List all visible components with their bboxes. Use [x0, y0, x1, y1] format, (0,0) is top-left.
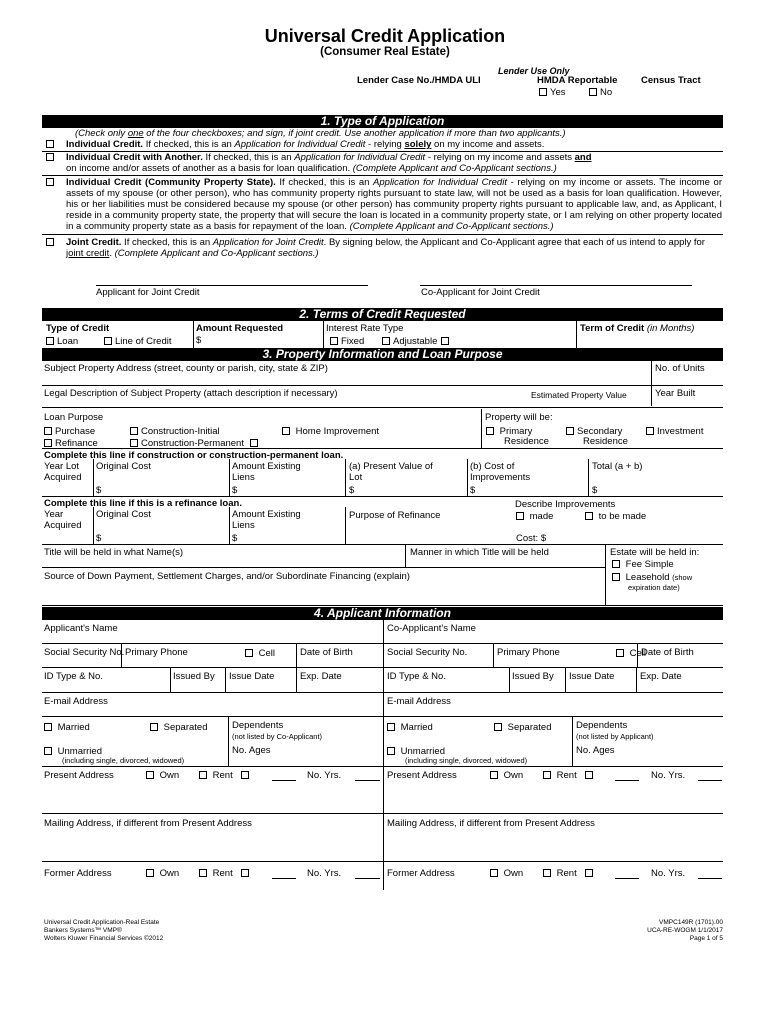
construction-original-cost-label: Original Cost: [96, 461, 151, 472]
refinance-liens-label: Liens: [232, 520, 255, 531]
applicant-issue-date-label: Issue Date: [229, 671, 275, 682]
page-subtitle: (Consumer Real Estate): [320, 46, 450, 58]
applicant-former-own-checkbox[interactable]: [146, 869, 154, 877]
applicant-present-rent-option[interactable]: Rent: [199, 770, 252, 781]
coapplicant-former-rent-option[interactable]: Rent: [543, 868, 596, 879]
credit-with-another-text: Individual Credit with Another. If checked, this is an Application for Individual Credit - relying on my income and assets and on income and/or assets of another as a basis for loan qualification. (Complete Applicant and Co-Applicant sections.): [66, 152, 592, 174]
applicant-email-label: E-mail Address: [44, 696, 108, 707]
construction-line-label: Complete this line if construction or construction-permanent loan.: [44, 450, 344, 461]
construction-amount-existing-label: Amount Existing: [232, 461, 301, 472]
section4-header: 4. Applicant Information: [42, 607, 723, 620]
applicant-separated-option[interactable]: Separated: [150, 722, 207, 733]
refinance-acquired-label: Acquired: [44, 520, 82, 531]
hmda-no-checkbox[interactable]: [589, 88, 597, 96]
footer-right: VMPC149R (1701).00 UCA-RE-WOGM 1/1/2017 Page 1 of 5: [647, 919, 723, 942]
coapplicant-dependents-note: (not listed by Applicant): [576, 732, 654, 741]
coapplicant-former-rent-checkbox[interactable]: [543, 869, 551, 877]
construction-liens-label: Liens: [232, 472, 255, 483]
line-of-credit-option[interactable]: Line of Credit: [104, 336, 172, 347]
refinance-original-cost-label: Original Cost: [96, 509, 151, 520]
source-down-payment-label: Source of Down Payment, Settlement Charges, and/or Subordinate Financing (explain): [44, 571, 410, 582]
individual-credit-text: Individual Credit. If checked, this is an Application for Individual Credit - relying solely on my income and assets.: [66, 139, 545, 150]
lender-use-only-label: Lender Use Only: [498, 66, 570, 76]
loan-purpose-label: Loan Purpose: [44, 412, 104, 423]
applicant-no-ages-label: No. Ages: [232, 745, 271, 756]
coapplicant-unmarried-checkbox[interactable]: [387, 747, 395, 755]
page-number: Page 1 of 5: [689, 935, 723, 942]
applicant-signature-label: Applicant for Joint Credit: [96, 287, 200, 298]
term-of-credit-label: Term of Credit (in Months): [580, 323, 695, 334]
applicant-exp-date-label: Exp. Date: [300, 671, 342, 682]
applicant-dob-label: Date of Birth: [300, 647, 353, 658]
coapplicant-issued-by-label: Issued By: [512, 671, 554, 682]
construction-initial-option[interactable]: Construction-Initial: [130, 426, 220, 437]
coapplicant-present-own-checkbox[interactable]: [490, 771, 498, 779]
refinance-line-label: Complete this line if this is a refinance loan.: [44, 498, 242, 509]
fee-simple-checkbox[interactable]: [612, 560, 620, 568]
secondary-residence-label: Residence: [583, 436, 628, 447]
cost-of-label: (b) Cost of: [470, 461, 515, 472]
applicant-former-yrs-label: No. Yrs.: [307, 868, 342, 879]
applicant-unmarried-note: (including single, divorced, widowed): [62, 756, 185, 765]
construction-permanent-option[interactable]: Construction-Permanent: [130, 438, 261, 449]
coapplicant-present-other-checkbox[interactable]: [585, 771, 593, 779]
coapplicant-id-label: ID Type & No.: [387, 671, 446, 682]
primary-residence-checkbox[interactable]: [486, 427, 494, 435]
coapplicant-present-rent-option[interactable]: Rent: [543, 770, 596, 781]
refinance-year-label: Year: [44, 509, 64, 520]
coapplicant-present-own-option[interactable]: Own: [490, 770, 523, 781]
improvements-cost-label: Cost: $: [516, 533, 547, 544]
loan-checkbox[interactable]: [46, 337, 54, 345]
purpose-of-refinance-label: Purpose of Refinance: [349, 510, 441, 521]
coapplicant-separated-option[interactable]: Separated: [494, 722, 551, 733]
applicant-former-other-checkbox[interactable]: [241, 869, 249, 877]
construction-initial-checkbox[interactable]: [130, 427, 138, 435]
applicant-married-option[interactable]: Married: [44, 722, 90, 733]
coapplicant-no-ages-label: No. Ages: [576, 745, 615, 756]
investment-checkbox[interactable]: [646, 427, 654, 435]
applicant-dependents-label: Dependents: [232, 720, 284, 731]
individual-credit-option[interactable]: [46, 139, 57, 150]
primary-residence-option[interactable]: Primary: [486, 426, 532, 437]
investment-option[interactable]: Investment: [646, 426, 703, 437]
coapplicant-present-rent-checkbox[interactable]: [543, 771, 551, 779]
secondary-residence-option[interactable]: Secondary: [566, 426, 622, 437]
applicant-present-own-checkbox[interactable]: [146, 771, 154, 779]
credit-with-another-option[interactable]: [46, 152, 57, 163]
applicant-present-rent-checkbox[interactable]: [199, 771, 207, 779]
joint-credit-checkbox[interactable]: [46, 238, 54, 246]
present-value-field[interactable]: $: [349, 485, 355, 496]
applicant-unmarried-checkbox[interactable]: [44, 747, 52, 755]
leasehold-option[interactable]: Leasehold (show: [612, 572, 692, 583]
applicant-id-label: ID Type & No.: [44, 671, 103, 682]
census-label: Census Tract: [641, 75, 701, 86]
coapplicant-dependents-label: Dependents: [576, 720, 628, 731]
coapplicant-issue-date-label: Issue Date: [569, 671, 615, 682]
construction-original-cost-field[interactable]: $: [96, 485, 102, 496]
no-of-units-label: No. of Units: [655, 363, 705, 374]
page-title: Universal Credit Application: [264, 26, 506, 46]
section3-header: 3. Property Information and Loan Purpose: [42, 348, 723, 361]
improvements-made-option[interactable]: made: [516, 511, 553, 522]
applicant-cell-option[interactable]: Cell: [245, 648, 275, 659]
adjustable-option[interactable]: Adjustable: [382, 336, 452, 347]
applicant-ssn-label: Social Security No.: [44, 647, 125, 658]
improvements-to-be-made-checkbox[interactable]: [585, 512, 593, 520]
hmda-yes[interactable]: Yes: [539, 87, 566, 98]
credit-with-another-checkbox[interactable]: [46, 153, 54, 161]
footer-left: Universal Credit Application-Real Estate Bankers Systems™ VMP® Wolters Kluwer Financial Services ©2012: [44, 919, 164, 942]
primary-residence-label: Residence: [504, 436, 549, 447]
coapplicant-cell-checkbox[interactable]: [616, 649, 624, 657]
expiration-date-label: expiration date): [628, 583, 680, 592]
coapplicant-married-option[interactable]: Married: [387, 722, 433, 733]
line-of-credit-checkbox[interactable]: [104, 337, 112, 345]
fixed-option[interactable]: Fixed: [330, 336, 364, 347]
manner-title-label: Manner in which Title will be held: [410, 547, 549, 558]
applicant-issued-by-label: Issued By: [173, 671, 215, 682]
present-value-lot-label: Lot: [349, 472, 363, 483]
cost-of-improvements-field[interactable]: $: [470, 485, 476, 496]
applicant-former-address-label: Former Address: [44, 868, 112, 879]
subject-address-label: Subject Property Address (street, county or parish, city, state & ZIP): [44, 363, 328, 374]
interest-rate-type-label: Interest Rate Type: [326, 323, 404, 334]
legal-description-label: Legal Description of Subject Property (attach description if necessary): [44, 388, 338, 399]
total-label: Total (a + b): [592, 461, 643, 472]
applicant-present-yrs-label: No. Yrs.: [307, 770, 342, 781]
coapplicant-signature-line[interactable]: [420, 285, 692, 286]
community-property-option[interactable]: [46, 177, 57, 188]
applicant-present-own-option[interactable]: Own: [146, 770, 179, 781]
coapplicant-present-yrs-label: No. Yrs.: [651, 770, 686, 781]
property-will-be-label: Property will be:: [485, 412, 553, 423]
applicant-unmarried-option[interactable]: Unmarried: [44, 746, 102, 757]
coapplicant-former-other-checkbox[interactable]: [585, 869, 593, 877]
applicant-name-label: Applicant's Name: [44, 623, 118, 634]
coapplicant-unmarried-option[interactable]: Unmarried: [387, 746, 445, 757]
refinance-checkbox[interactable]: [44, 439, 52, 447]
refinance-original-cost-field[interactable]: $: [96, 533, 102, 544]
year-built-label: Year Built: [655, 388, 696, 399]
hmda-label: HMDA Reportable: [537, 75, 618, 86]
refinance-liens-field[interactable]: $: [232, 533, 238, 544]
hmda-no[interactable]: No: [589, 87, 612, 98]
section1-instructions: (Check only one of the four checkboxes; and sign, if joint credit. Use another application if more than two applicants.): [75, 128, 566, 139]
improvements-to-be-made-option[interactable]: to be made: [585, 511, 646, 522]
amount-requested-field[interactable]: $: [196, 335, 202, 346]
leasehold-checkbox[interactable]: [612, 573, 620, 581]
purchase-option[interactable]: Purchase: [44, 426, 95, 437]
joint-credit-option[interactable]: [46, 237, 57, 248]
fixed-checkbox[interactable]: [330, 337, 338, 345]
cost-of-improvements-label: Improvements: [470, 472, 531, 483]
title-held-label: Title will be held in what Name(s): [44, 547, 184, 558]
amount-requested-label: Amount Requested: [196, 323, 284, 334]
coapplicant-unmarried-note: (including single, divorced, widowed): [405, 756, 528, 765]
coapplicant-signature-label: Co-Applicant for Joint Credit: [421, 287, 540, 298]
construction-permanent-checkbox[interactable]: [130, 439, 138, 447]
estate-held-label: Estate will be held in:: [610, 547, 700, 558]
describe-improvements-label: Describe Improvements: [515, 499, 616, 510]
applicant-cell-checkbox[interactable]: [245, 649, 253, 657]
section1-header: 1. Type of Application: [42, 115, 723, 128]
fee-simple-option[interactable]: Fee Simple: [612, 559, 674, 570]
loan-option[interactable]: Loan: [46, 336, 78, 347]
coapplicant-dob-label: Date of Birth: [641, 647, 694, 658]
adjustable-extra-checkbox[interactable]: [441, 337, 449, 345]
coapplicant-cell-option[interactable]: Cell: [616, 648, 646, 659]
applicant-signature-line[interactable]: [96, 285, 368, 286]
coapplicant-ssn-label: Social Security No.: [387, 647, 468, 658]
applicant-dependents-note: (not listed by Co-Applicant): [232, 732, 323, 741]
home-improvement-checkbox[interactable]: [282, 427, 290, 435]
total-field[interactable]: $: [592, 485, 598, 496]
applicant-former-rent-option[interactable]: Rent: [199, 868, 252, 879]
applicant-former-rent-checkbox[interactable]: [199, 869, 207, 877]
year-lot-acquired-label: Acquired: [44, 472, 82, 483]
year-lot-label: Year Lot: [44, 461, 80, 472]
adjustable-checkbox[interactable]: [382, 337, 390, 345]
coapplicant-former-address-label: Former Address: [387, 868, 455, 879]
other-purpose-checkbox[interactable]: [250, 439, 258, 447]
coapplicant-former-own-checkbox[interactable]: [490, 869, 498, 877]
present-value-label: (a) Present Value of: [349, 461, 433, 472]
refinance-option[interactable]: Refinance: [44, 438, 98, 449]
case-no-label: Lender Case No./HMDA ULI: [357, 75, 481, 86]
hmda-yes-checkbox[interactable]: [539, 88, 547, 96]
improvements-made-checkbox[interactable]: [516, 512, 524, 520]
coapplicant-exp-date-label: Exp. Date: [640, 671, 682, 682]
individual-credit-checkbox[interactable]: [46, 140, 54, 148]
applicant-present-other-checkbox[interactable]: [241, 771, 249, 779]
coapplicant-phone-label: Primary Phone: [497, 647, 560, 658]
coapplicant-former-own-option[interactable]: Own: [490, 868, 523, 879]
type-of-credit-label: Type of Credit: [46, 323, 110, 334]
coapplicant-mailing-address-label: Mailing Address, if different from Present Address: [387, 818, 595, 829]
coapplicant-email-label: E-mail Address: [387, 696, 451, 707]
applicant-mailing-address-label: Mailing Address, if different from Present Address: [44, 818, 252, 829]
coapplicant-married-checkbox[interactable]: [387, 723, 395, 731]
applicant-phone-label: Primary Phone: [125, 647, 188, 658]
applicant-married-checkbox[interactable]: [44, 723, 52, 731]
secondary-residence-checkbox[interactable]: [566, 427, 574, 435]
estimated-value-label: Estimated Property Value: [531, 390, 627, 400]
refinance-amount-existing-label: Amount Existing: [232, 509, 301, 520]
coapplicant-name-label: Co-Applicant's Name: [387, 623, 476, 634]
section2-header: 2. Terms of Credit Requested: [42, 308, 723, 321]
home-improvement-option[interactable]: Home Improvement: [282, 426, 379, 437]
coapplicant-separated-checkbox[interactable]: [494, 723, 502, 731]
coapplicant-former-yrs-label: No. Yrs.: [651, 868, 686, 879]
construction-liens-field[interactable]: $: [232, 485, 238, 496]
purchase-checkbox[interactable]: [44, 427, 52, 435]
joint-credit-text: Joint Credit. If checked, this is an Application for Joint Credit. By signing below, the Applicant and Co-Applicant agree that each of us intend to apply for joint credit. (Complete Applicant and Co-Applicant sections.): [66, 237, 705, 259]
community-property-text: Individual Credit (Community Property State). If checked, this is an Application for Individual Credit - relying on my income or assets. The income or assets of my spouse (or other person), who has community property rights pursuant to state law, will not be used as a basis for loan qualification. However, his or her liabilities must be considered because my spouse (or other person) has community property rights pursuant to applicable law, and, as Applicant, I reside in a community property state, the property that will secure the loan is located in a community property state, or I am relying on other property located in a community property state as a basis for repayment of the loan. (Complete Applicant and Co-Applicant sections.): [66, 177, 722, 232]
applicant-separated-checkbox[interactable]: [150, 723, 158, 731]
applicant-former-own-option[interactable]: Own: [146, 868, 179, 879]
community-property-checkbox[interactable]: [46, 178, 54, 186]
applicant-present-address-label: Present Address: [44, 770, 114, 781]
coapplicant-present-address-label: Present Address: [387, 770, 457, 781]
